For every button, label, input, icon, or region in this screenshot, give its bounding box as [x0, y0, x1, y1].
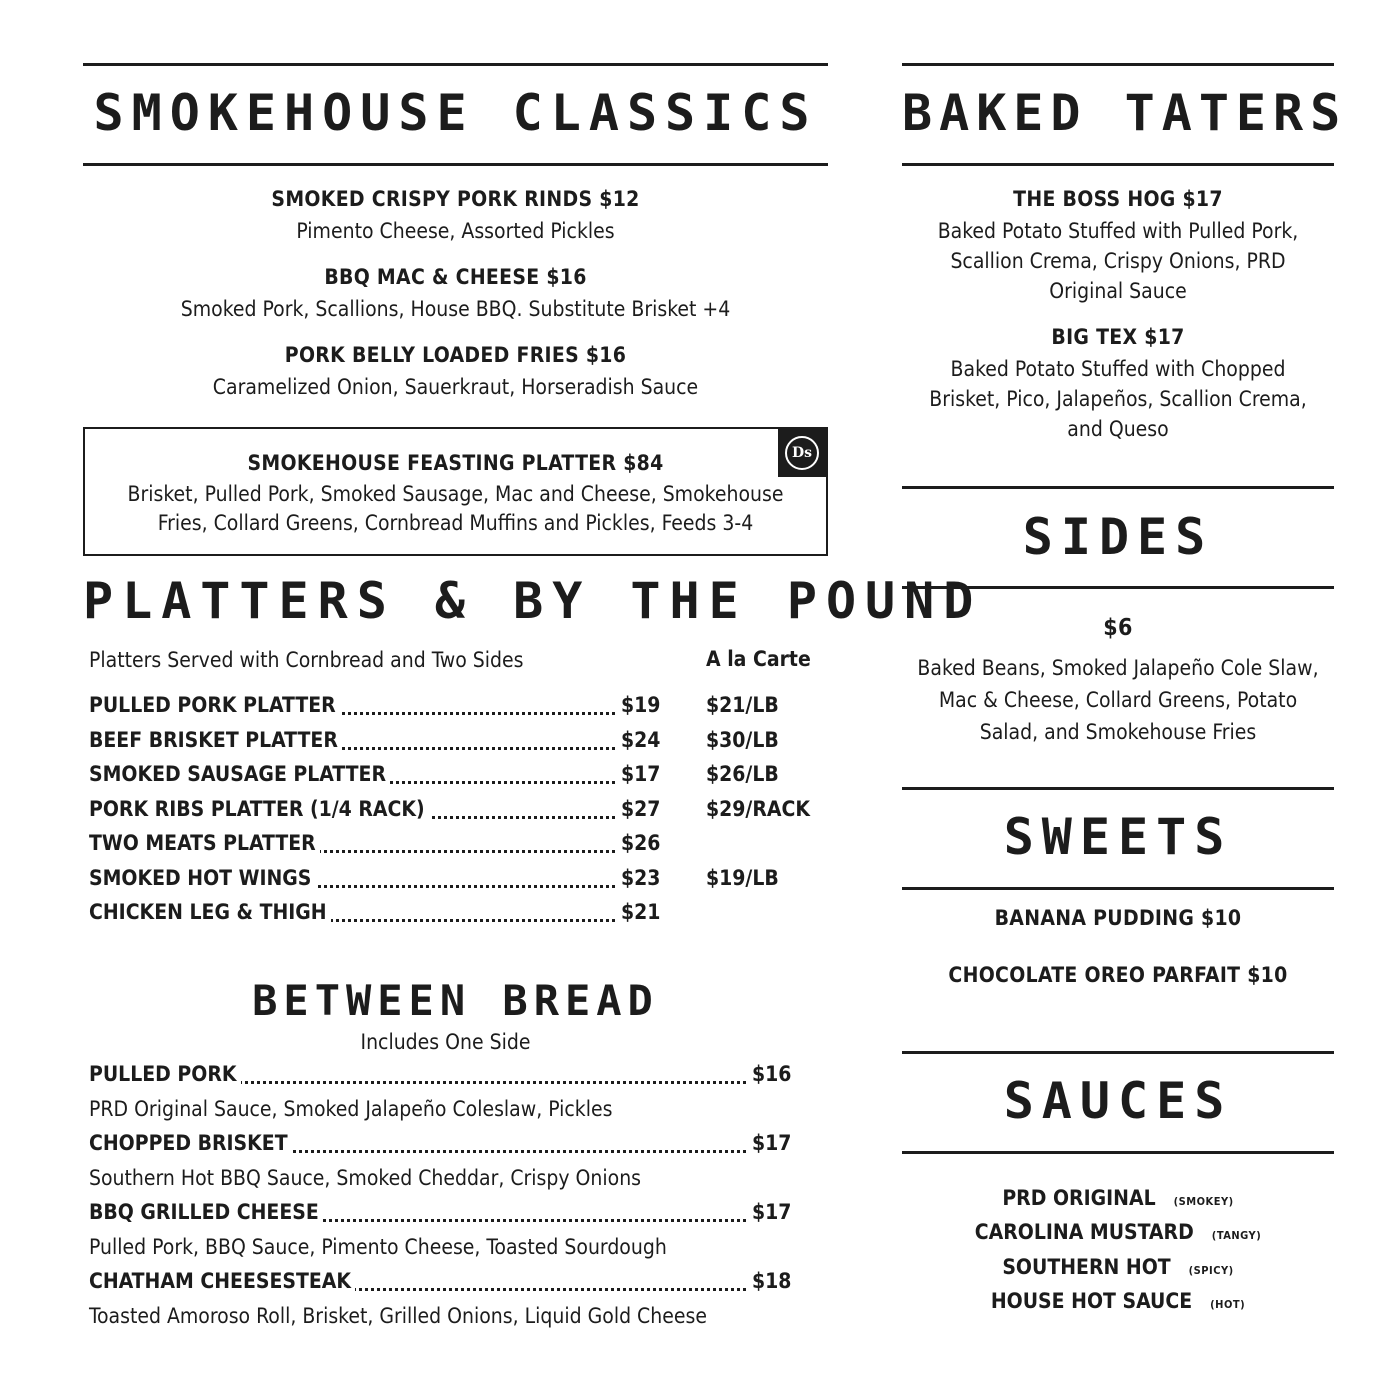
- section-heading-between-bread: BETWEEN BREAD: [252, 976, 659, 1025]
- sweet-item: CHOCOLATE OREO PARFAIT $10: [948, 963, 1288, 987]
- sides-desc: Salad, and Smokehouse Fries: [979, 720, 1257, 744]
- sandwich-name: CHOPPED BRISKET: [89, 1131, 292, 1155]
- divider: [902, 1151, 1334, 1154]
- divider: [902, 787, 1334, 790]
- menu-item-desc: Original Sauce: [1049, 279, 1187, 303]
- sandwich-row: [89, 1062, 792, 1090]
- menu-item-desc: Scallion Crema, Crispy Onions, PRD: [950, 249, 1286, 273]
- sandwich-price: $17: [749, 1200, 791, 1224]
- platter-price: $21: [618, 900, 660, 924]
- platter-name: TWO MEATS PLATTER: [89, 831, 320, 855]
- section-heading-platters: PLATTERS & BY THE POUND: [83, 572, 983, 630]
- platter-row: [89, 831, 659, 859]
- platter-row: [89, 900, 659, 928]
- menu-item-title: PORK BELLY LOADED FRIES $16: [284, 343, 627, 367]
- platter-name: CHICKEN LEG & THIGH: [89, 900, 331, 924]
- sandwich-desc: Southern Hot BBQ Sauce, Smoked Cheddar, Crispy Onions: [89, 1166, 642, 1190]
- platter-name: PORK RIBS PLATTER (1/4 RACK): [89, 797, 429, 821]
- sides-desc: Mac & Cheese, Collard Greens, Potato: [938, 688, 1298, 712]
- platter-row: [89, 865, 779, 894]
- platter-price: $26: [618, 831, 660, 855]
- sandwich-desc: Toasted Amoroso Roll, Brisket, Grilled Onions, Liquid Gold Cheese: [89, 1304, 707, 1328]
- sauce-note: (SPICY): [1188, 1264, 1234, 1277]
- menu-item-desc: Baked Potato Stuffed with Chopped: [950, 357, 1286, 381]
- divider: [83, 163, 828, 166]
- platter-row: [89, 693, 779, 721]
- platter-row: [89, 727, 779, 756]
- platter-name: BEEF BRISKET PLATTER: [89, 728, 342, 752]
- carte-price: $29/RACK: [706, 796, 811, 821]
- divider: [902, 163, 1334, 166]
- sauce-note: (SMOKEY): [1173, 1195, 1234, 1208]
- divider: [83, 63, 828, 66]
- platters-note: Platters Served with Cornbread and Two Sides: [89, 648, 524, 672]
- section-heading-sweets: SWEETS: [1003, 808, 1233, 866]
- sandwich-name: BBQ GRILLED CHEESE: [89, 1200, 323, 1224]
- platter-row: [89, 762, 779, 790]
- menu-item-desc: and Queso: [1067, 417, 1169, 441]
- platter-price: $17: [618, 762, 660, 786]
- menu-item-title: BIG TEX $17: [1051, 325, 1185, 349]
- sauce-name: CAROLINA MUSTARD: [974, 1220, 1194, 1244]
- platter-name: PULLED PORK PLATTER: [89, 693, 340, 717]
- sauce-note: (TANGY): [1211, 1229, 1262, 1242]
- menu-item-desc: Brisket, Pico, Jalapeños, Scallion Crema,: [929, 387, 1307, 411]
- menu-item-title: BBQ MAC & CHEESE $16: [324, 265, 587, 289]
- sandwich-desc: Pulled Pork, BBQ Sauce, Pimento Cheese, Toasted Sourdough: [89, 1235, 667, 1259]
- sandwich-price: $18: [749, 1269, 791, 1293]
- feature-title: SMOKEHOUSE FEASTING PLATTER $84: [247, 451, 664, 475]
- divider: [902, 586, 1334, 589]
- divider: [902, 1051, 1334, 1054]
- between-bread-subheading: Includes One Side: [360, 1030, 531, 1054]
- sandwich-price: $16: [749, 1062, 791, 1086]
- platter-price: $27: [618, 797, 660, 821]
- sauce-item: [902, 1289, 1334, 1313]
- section-heading-smokehouse-classics: SMOKEHOUSE CLASSICS: [93, 84, 818, 142]
- divider: [902, 887, 1334, 890]
- feature-desc-line: Brisket, Pulled Pork, Smoked Sausage, Mac and Cheese, Smokehouse: [127, 482, 784, 506]
- sandwich-price: $17: [749, 1131, 791, 1155]
- section-heading-sauces: SAUCES: [1003, 1072, 1233, 1130]
- feasting-platter-box: [83, 427, 828, 556]
- sandwich-row: [89, 1269, 792, 1297]
- platter-name: SMOKED HOT WINGS: [89, 866, 315, 890]
- sandwich-name: PULLED PORK: [89, 1062, 241, 1086]
- ds-badge-icon: Ds: [778, 429, 826, 477]
- sandwich-name: CHATHAM CHEESESTEAK: [89, 1269, 355, 1293]
- menu-item-desc: Smoked Pork, Scallions, House BBQ. Substitute Brisket +4: [180, 297, 731, 321]
- platter-row: [89, 796, 811, 825]
- carte-price: $30/LB: [706, 727, 779, 752]
- sandwich-row: [89, 1200, 792, 1228]
- sauce-item: [902, 1255, 1334, 1279]
- sauce-name: SOUTHERN HOT: [1002, 1255, 1171, 1279]
- a-la-carte-label: A la Carte: [706, 647, 811, 671]
- carte-price: $26/LB: [706, 762, 779, 786]
- divider: [902, 486, 1334, 489]
- platter-price: $23: [618, 866, 660, 890]
- menu-item-desc: Caramelized Onion, Sauerkraut, Horseradish Sauce: [212, 375, 699, 399]
- menu-item-title: SMOKED CRISPY PORK RINDS $12: [271, 187, 640, 211]
- divider: [902, 63, 1334, 66]
- section-heading-baked-taters: BAKED TATERS: [902, 84, 1348, 142]
- feature-desc-line: Fries, Collard Greens, Cornbread Muffins and Pickles, Feeds 3-4: [157, 511, 754, 535]
- platter-price: $19: [618, 693, 660, 717]
- platter-price: $24: [618, 728, 660, 752]
- sweet-item: BANANA PUDDING $10: [994, 906, 1242, 930]
- sides-price: $6: [1103, 615, 1133, 641]
- menu-item-desc: Pimento Cheese, Assorted Pickles: [296, 219, 615, 243]
- sauce-item: [902, 1186, 1334, 1210]
- menu-item-title: THE BOSS HOG $17: [1013, 187, 1223, 211]
- carte-price: $19/LB: [706, 865, 779, 890]
- sides-desc: Baked Beans, Smoked Jalapeño Cole Slaw,: [917, 656, 1319, 680]
- platter-name: SMOKED SAUSAGE PLATTER: [89, 762, 390, 786]
- sauce-item: [902, 1220, 1334, 1244]
- sauce-name: HOUSE HOT SAUCE: [990, 1289, 1193, 1313]
- sauce-name: PRD ORIGINAL: [1002, 1186, 1156, 1210]
- menu-item-desc: Baked Potato Stuffed with Pulled Pork,: [937, 219, 1299, 243]
- sandwich-desc: PRD Original Sauce, Smoked Jalapeño Coleslaw, Pickles: [89, 1097, 613, 1121]
- sauce-note: (HOT): [1210, 1298, 1246, 1311]
- section-heading-sides: SIDES: [1022, 508, 1214, 566]
- carte-price: $21/LB: [706, 693, 779, 717]
- sandwich-row: [89, 1131, 792, 1159]
